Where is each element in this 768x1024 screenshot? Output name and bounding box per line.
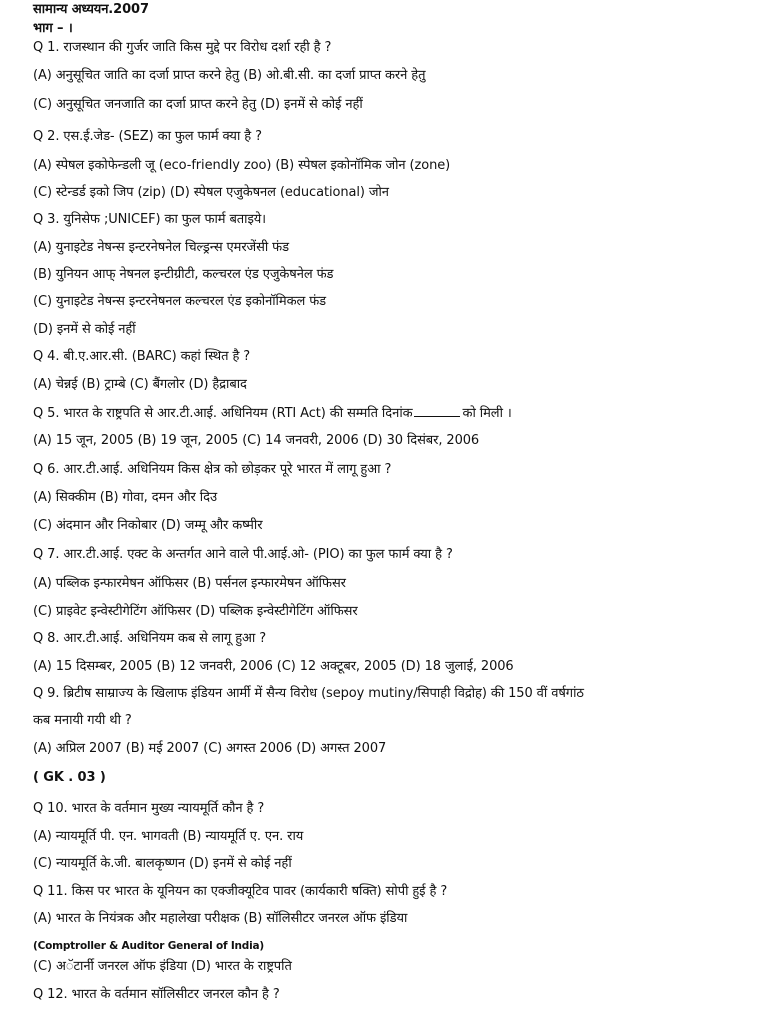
paper-title: सामान्य अध्ययन.2007 [33,2,149,17]
question-4: Q 4. बी.ए.आर.सी. (BARC) कहां स्थित है ? [33,349,251,364]
question-3-option-c: (C) युनाइटेड नेषन्स इन्टरनेषनल कल्चरल एंड इकोनॉमिकल फंड [33,294,327,309]
question-2-options-cd: (C) स्टेन्डर्ड इको जिप (zip) (D) स्पेषल एजुकेषनल (educational) जोन [33,185,389,200]
question-10: Q 10. भारत के वर्तमान मुख्य न्यायमूर्ति कौन है ? [33,801,265,816]
question-7: Q 7. आर.टी.आई. एक्ट के अन्तर्गत आने वाले पी.आई.ओ- (PIO) का फुल फार्म क्या है ? [33,547,453,562]
question-5-options: (A) 15 जून, 2005 (B) 19 जून, 2005 (C) 14 जनवरी, 2006 (D) 30 दिसंबर, 2006 [33,433,480,448]
question-10-options-cd: (C) न्यायमूर्ति के.जी. बालकृष्णन (D) इनमें से कोई नहीं [33,856,292,871]
question-11-options-ab: (A) भारत के नियंत्रक और महालेखा परीक्षक (B) सॉलिसीटर जनरल ऑफ इंडिया [33,911,408,926]
question-2: Q 2. एस.ई.जेड- (SEZ) का फुल फार्म क्या है ? [33,129,262,144]
question-6-options-cd: (C) अंदमान और निकोबार (D) जम्मू और कष्मीर [33,518,263,533]
question-3-option-d: (D) इनमें से कोई नहीं [33,322,136,337]
question-9: Q 9. ब्रिटीष साम्राज्य के खिलाफ इंडियन आर्मी में सैन्य विरोध (sepoy mutiny/सिपाही विद्रोह) की 150 वीं वर्षगांठ [33,686,584,701]
question-5 [33,404,512,423]
gk-set-label: ( GK . 03 ) [33,770,106,785]
question-4-options: (A) चेन्नई (B) ट्राम्बे (C) बैंगलोर (D) हैद्राबाद [33,377,247,392]
question-11-options-cd: (C) अॅटार्नी जनरल ऑफ इंडिया (D) भारत के राष्ट्रपति [33,959,292,974]
question-7-options-ab: (A) पब्लिक इन्फारमेषन ऑफिसर (B) पर्सनल इन्फारमेषन ऑफिसर [33,576,346,591]
question-6: Q 6. आर.टी.आई. अधिनियम किस क्षेत्र को छोड़कर पूरे भारत में लागू हुआ ? [33,462,392,477]
question-8: Q 8. आर.टी.आई. अधिनियम कब से लागू हुआ ? [33,631,267,646]
question-1-options-cd: (C) अनुसूचित जनजाति का दर्जा प्राप्त करने हेतु (D) इनमें से कोई नहीं [33,97,363,112]
question-8-options: (A) 15 दिसम्बर, 2005 (B) 12 जनवरी, 2006 (C) 12 अक्टूबर, 2005 (D) 18 जुलाई, 2006 [33,659,514,674]
question-7-options-cd: (C) प्राइवेट इन्वेस्टीगेटिंग ऑफिसर (D) पब्लिक इन्वेस्टीगेटिंग ऑफिसर [33,604,358,619]
question-9-continued: कब मनायी गयी थी ? [33,713,132,728]
question-11-note: (Comptroller & Auditor General of India) [33,940,265,952]
question-2-options-ab: (A) स्पेषल इकोफेन्डली जू (eco-friendly zoo) (B) स्पेषल इकोनॉमिक जोन (zone) [33,158,451,173]
question-5-text-end: को मिली । [462,406,512,421]
question-1-options-ab: (A) अनुसूचित जाति का दर्जा प्राप्त करने हेतु (B) ओ.बी.सी. का दर्जा प्राप्त करने हेतु [33,68,426,83]
question-12: Q 12. भारत के वर्तमान सॉलिसीटर जनरल कौन है ? [33,987,280,1002]
question-3-option-a: (A) युनाइटेड नेषन्स इन्टरनेषनेल चिल्ड्रन्स एमरजेंसी फंड [33,240,289,255]
question-1: Q 1. राजस्थान की गुर्जर जाति किस मुद्दे पर विरोध दर्शा रही है ? [33,40,332,55]
question-5-text: Q 5. भारत के राष्ट्रपति से आर.टी.आई. अधिनियम (RTI Act) की सम्मति दिनांक [33,406,413,421]
question-11: Q 11. किस पर भारत के यूनियन का एक्जीक्यूटिव पावर (कार्यकारी षक्ति) सोपी हुई है ? [33,884,448,899]
question-9-options: (A) अप्रिल 2007 (B) मई 2007 (C) अगस्त 2006 (D) अगस्त 2007 [33,741,387,756]
question-3: Q 3. युनिसेफ ;UNICEF) का फुल फार्म बताइये। [33,212,266,227]
question-6-options-ab: (A) सिक्कीम (B) गोवा, दमन और दिउ [33,490,217,505]
question-3-option-b: (B) युनियन आफ् नेषनल इन्टीग्रीटी, कल्चरल एंड एजुकेषनेल फंड [33,267,334,282]
question-10-options-ab: (A) न्यायमूर्ति पी. एन. भागवती (B) न्यायमूर्ति ए. एन. राय [33,829,304,844]
section-heading: भाग – । [33,21,73,36]
fill-in-blank [414,404,460,417]
